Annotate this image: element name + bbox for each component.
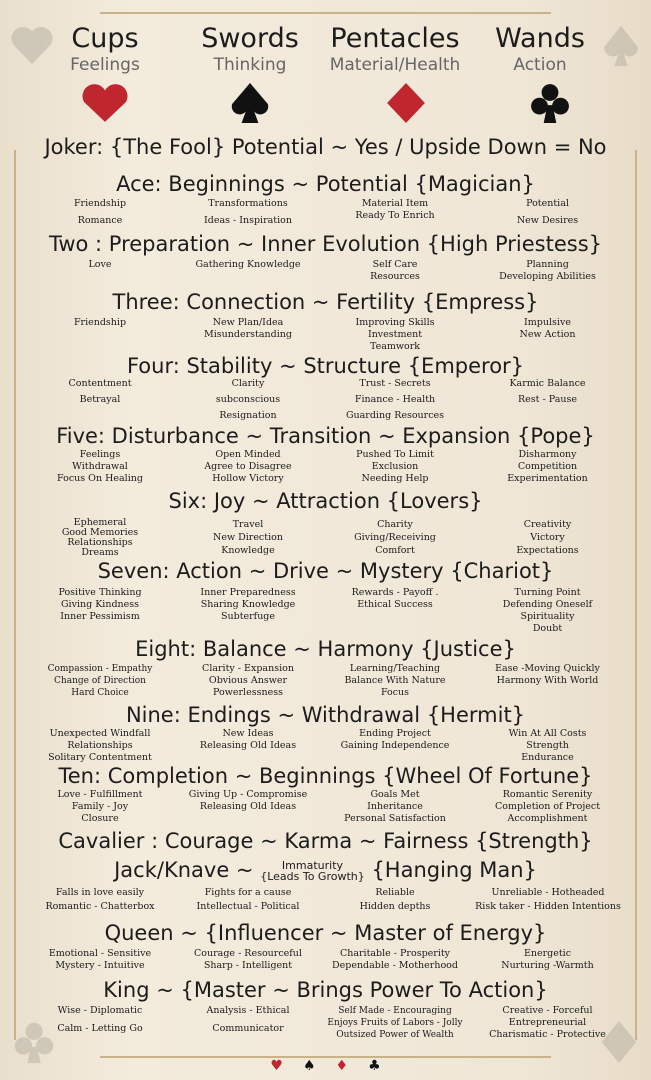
meaning: Rewards - Payoff . <box>351 587 439 598</box>
meaning: Potential <box>526 198 569 209</box>
four-cups-col <box>30 378 170 406</box>
meaning: Win At All Costs <box>508 728 587 739</box>
meaning: Love <box>88 259 112 270</box>
meaning: Withdrawal <box>72 461 128 472</box>
suit-name: Cups <box>71 23 139 54</box>
meaning: Courage - Resourceful <box>194 948 302 959</box>
meaning: Love - Fulfillment <box>57 789 143 800</box>
meaning: Travel <box>232 519 264 530</box>
meaning: Endurance <box>521 752 574 763</box>
nine-wands-col <box>475 728 620 764</box>
meaning: Focus On Healing <box>57 473 143 484</box>
meaning: Giving Up - Compromise <box>188 789 308 800</box>
meaning: Friendship <box>73 317 127 328</box>
seven-swords-col <box>178 587 318 623</box>
five-pentacles-col <box>325 449 465 485</box>
card-heading-cavalier: Cavalier : Courage ~ Karma ~ Fairness {Strength} <box>58 829 593 853</box>
four-pentacles-col <box>325 378 465 422</box>
card-heading-ace: Ace: Beginnings ~ Potential {Magician} <box>116 172 535 196</box>
meaning: Karmic Balance <box>509 378 586 389</box>
king-cups-col <box>30 1005 170 1035</box>
spade-icon <box>222 82 278 124</box>
meaning: Trust - Secrets <box>359 378 431 389</box>
meaning: Exclusion <box>371 461 419 472</box>
eight-wands-col <box>475 663 620 687</box>
meaning: Victory <box>530 532 565 543</box>
card-heading-six: Six: Joy ~ Attraction {Lovers} <box>168 489 483 513</box>
meaning: Risk taker - Hidden Intentions <box>475 901 621 912</box>
suit-subtitle: Feelings <box>70 55 140 75</box>
meaning: Material Item <box>361 198 429 209</box>
four-swords-col <box>178 378 318 422</box>
meaning: Transformations <box>208 198 288 209</box>
meaning: Strength <box>526 740 569 751</box>
meaning: Doubt <box>532 623 563 634</box>
meaning: Comfort <box>375 545 415 556</box>
aside-line: Immaturity <box>281 859 344 872</box>
meaning: Ideas - Inspiration <box>203 215 292 226</box>
meaning: Powerlessness <box>213 687 283 698</box>
footer-suits <box>0 1058 651 1074</box>
meaning: Feelings <box>79 449 121 460</box>
meaning: New Direction <box>213 532 283 543</box>
meaning: Dependable - Motherhood <box>332 960 458 971</box>
meaning: Resources <box>370 271 420 282</box>
meaning: New Desires <box>516 215 579 226</box>
meaning: Communicator <box>212 1023 284 1034</box>
meaning: Inner Pessimism <box>60 611 140 622</box>
two-swords-col <box>178 259 318 271</box>
meaning: Fights for a cause <box>204 887 292 898</box>
meaning: Positive Thinking <box>58 587 142 598</box>
three-cups-col <box>30 317 170 329</box>
card-heading-four: Four: Stability ~ Structure {Emperor} <box>126 354 525 378</box>
two-pentacles-col <box>325 259 465 283</box>
footer-club-icon: ♣ <box>368 1058 381 1074</box>
card-heading-two: Two : Preparation ~ Inner Evolution {High Priestess} <box>48 232 602 256</box>
meaning: Obvious Answer <box>208 675 288 686</box>
meaning: Self Made - Encouraging <box>338 1006 452 1016</box>
right-border-line <box>635 150 637 1040</box>
meaning: Learning/Teaching <box>349 663 441 674</box>
six-pentacles-col <box>325 518 465 557</box>
meaning: Teamwork <box>369 341 421 352</box>
suit-subtitle: Material/Health <box>329 55 461 75</box>
six-cups-col <box>30 518 170 558</box>
left-border-line <box>14 150 16 1040</box>
meaning: Misunderstanding <box>204 329 292 340</box>
jack-wands-col <box>468 887 628 913</box>
meaning: Reliable <box>375 887 415 898</box>
meaning: Balance With Nature <box>344 675 446 686</box>
meaning: New Plan/Idea <box>212 317 284 328</box>
jack-cups-col <box>30 887 170 913</box>
jack-heading-end: {Hanging Man} <box>371 858 537 882</box>
meaning: Impulsive <box>524 317 571 328</box>
meaning: Charitable - Prosperity <box>339 948 451 959</box>
meaning: Wise - Diplomatic <box>57 1005 143 1016</box>
meaning: Good Memories <box>61 527 139 538</box>
queen-wands-col <box>475 948 620 972</box>
meaning: Outsized Power of Wealth <box>336 1030 454 1040</box>
meaning: Harmony With World <box>496 675 599 686</box>
meaning: Accomplishment <box>507 813 588 824</box>
meaning: Ethical Success <box>357 599 433 610</box>
meaning: Unreliable - Hotheaded <box>491 887 605 898</box>
meaning: Experimentation <box>507 473 588 484</box>
meaning: Inner Preparedness <box>200 587 296 598</box>
five-swords-col <box>178 449 318 485</box>
meaning: Giving/Receiving <box>354 532 436 543</box>
meaning: Calm - Letting Go <box>57 1023 143 1034</box>
meaning: subconscious <box>215 394 281 405</box>
meaning: Goals Met <box>370 789 420 800</box>
meaning: Analysis - Ethical <box>206 1005 290 1016</box>
card-heading-eight: Eight: Balance ~ Harmony {Justice} <box>135 637 516 661</box>
jack-swords-col <box>178 887 318 913</box>
meaning: Creativity <box>523 519 572 530</box>
meaning: Entrepreneurial <box>508 1017 587 1028</box>
eight-pentacles-col <box>325 663 465 699</box>
meaning: Improving Skills <box>355 317 435 328</box>
suit-subtitle: Thinking <box>213 55 287 75</box>
meaning: Ending Project <box>359 728 431 739</box>
three-pentacles-col <box>325 317 465 353</box>
card-heading-five: Five: Disturbance ~ Transition ~ Expansion {Pope} <box>56 424 595 448</box>
five-wands-col <box>475 449 620 485</box>
meaning: Open Minded <box>215 449 281 460</box>
meaning: Betrayal <box>79 394 121 405</box>
meaning: Personal Satisfaction <box>344 813 446 824</box>
meaning: Self Care <box>372 259 418 270</box>
meaning: Change of Direction <box>54 676 146 686</box>
queen-pentacles-col <box>325 948 465 972</box>
ace-cups-col <box>30 198 170 227</box>
suit-name: Pentacles <box>330 23 460 54</box>
meaning: Energetic <box>523 948 572 959</box>
meaning: Relationships <box>67 740 133 751</box>
meaning: Clarity - Expansion <box>202 663 294 674</box>
meaning: Relationships <box>67 537 133 548</box>
footer-heart-icon: ♥ <box>270 1058 283 1074</box>
four-wands-col <box>475 378 620 406</box>
six-swords-col <box>178 518 318 557</box>
meaning: Competition <box>517 461 578 472</box>
card-heading-queen: Queen ~ {Influencer ~ Master of Energy} <box>104 921 547 945</box>
ace-pentacles-col <box>325 198 465 222</box>
eight-swords-col <box>178 663 318 699</box>
suit-name: Wands <box>495 23 585 54</box>
ten-swords-col <box>178 789 318 813</box>
seven-cups-col <box>30 587 170 623</box>
jack-heading-start: Jack/Knave ~ <box>114 858 254 882</box>
king-swords-col <box>178 1005 318 1035</box>
suit-subtitle: Action <box>513 55 567 75</box>
meaning: Defending Oneself <box>502 599 593 610</box>
meaning: Completion of Project <box>494 801 601 812</box>
meaning: Romantic - Chatterbox <box>45 901 155 912</box>
meaning: Ready To Enrich <box>355 210 435 221</box>
heart-icon <box>77 82 133 124</box>
queen-swords-col <box>178 948 318 972</box>
meaning: Needing Help <box>361 473 429 484</box>
card-heading-nine: Nine: Endings ~ Withdrawal {Hermit} <box>125 703 526 727</box>
meaning: Gaining Independence <box>340 740 450 751</box>
nine-swords-col <box>178 728 318 752</box>
meaning: Ease -Moving Quickly <box>495 663 600 674</box>
nine-pentacles-col <box>325 728 465 752</box>
seven-wands-col <box>475 587 620 635</box>
seven-pentacles-col <box>325 587 465 611</box>
footer-diamond-icon: ♦ <box>335 1058 349 1074</box>
ten-pentacles-col <box>325 789 465 825</box>
meaning: Ephemeral <box>73 517 127 528</box>
meaning: Romance <box>77 215 123 226</box>
meaning: Romantic Serenity <box>502 789 593 800</box>
card-heading-ten: Ten: Completion ~ Beginnings {Wheel Of Fortune} <box>58 764 593 788</box>
meaning: Hard Choice <box>71 688 129 698</box>
meaning: Disharmony <box>518 449 577 460</box>
suit-pentacles <box>315 24 475 76</box>
meaning: Solitary Contentment <box>48 752 152 763</box>
suit-cups <box>25 24 185 76</box>
eight-cups-col <box>30 663 170 699</box>
meaning: Investment <box>367 329 423 340</box>
meaning: Subterfuge <box>220 611 276 622</box>
three-swords-col <box>178 317 318 341</box>
card-heading-three: Three: Connection ~ Fertility {Empress} <box>112 290 539 314</box>
meaning: Pushed To Limit <box>356 449 434 460</box>
top-divider <box>100 12 551 14</box>
suit-swords <box>170 24 330 76</box>
meaning: Hollow Victory <box>212 473 284 484</box>
meaning: Friendship <box>73 198 127 209</box>
meaning: Gathering Knowledge <box>195 259 301 270</box>
meaning: Enjoys Fruits of Labors - Jolly <box>327 1018 463 1028</box>
meaning: Releasing Old Ideas <box>199 801 297 812</box>
meaning: Clarity <box>231 378 265 389</box>
ten-wands-col <box>475 789 620 825</box>
meaning: Emotional - Sensitive <box>48 948 152 959</box>
meaning: Finance - Health <box>354 394 436 405</box>
two-wands-col <box>475 259 620 283</box>
meaning: Falls in love easily <box>55 887 145 898</box>
meaning: Family - Joy <box>71 801 129 812</box>
meaning: Giving Kindness <box>60 599 140 610</box>
card-heading-jack <box>0 857 651 883</box>
joker-heading: Joker: {The Fool} Potential ~ Yes / Upside Down = No <box>44 135 607 159</box>
meaning: Agree to Disagree <box>204 461 292 472</box>
king-pentacles-col <box>325 1005 465 1041</box>
nine-cups-col <box>30 728 170 764</box>
aside-line: {Leads To Growth} <box>260 870 365 883</box>
diamond-icon <box>378 82 434 124</box>
meaning: Releasing Old Ideas <box>199 740 297 751</box>
meaning: New Ideas <box>222 728 274 739</box>
meaning: Developing Abilities <box>499 271 596 282</box>
card-heading-king: King ~ {Master ~ Brings Power To Action} <box>103 978 548 1002</box>
meaning: Unexpected Windfall <box>49 728 151 739</box>
meaning: Contentment <box>68 378 132 389</box>
meaning: Spirituality <box>520 611 575 622</box>
king-wands-col <box>475 1005 620 1041</box>
suit-name: Swords <box>201 23 299 54</box>
meaning: Sharing Knowledge <box>200 599 296 610</box>
ten-cups-col <box>30 789 170 825</box>
meaning: Intellectual - Political <box>196 901 300 912</box>
meaning: Compassion - Empathy <box>47 664 153 674</box>
suit-wands <box>460 24 620 76</box>
meaning: Guarding Resources <box>345 410 445 421</box>
meaning: Creative - Forceful <box>502 1005 593 1016</box>
two-cups-col <box>30 259 170 271</box>
meaning: Dreams <box>81 547 119 558</box>
card-heading-seven: Seven: Action ~ Drive ~ Mystery {Chariot} <box>97 559 554 583</box>
meaning: Focus <box>380 687 410 698</box>
three-wands-col <box>475 317 620 341</box>
ace-wands-col <box>475 198 620 227</box>
jack-heading-aside <box>260 860 365 882</box>
ace-swords-col <box>178 198 318 227</box>
footer-spade-icon: ♠ <box>302 1058 316 1074</box>
meaning: Closure <box>81 813 119 824</box>
six-wands-col <box>475 518 620 557</box>
meaning: Planning <box>526 259 569 270</box>
meaning: Rest - Pause <box>518 394 577 405</box>
meaning: Mystery - Intuitive <box>55 960 145 971</box>
queen-cups-col <box>30 948 170 972</box>
five-cups-col <box>30 449 170 485</box>
meaning: Sharp - Intelligent <box>203 960 293 971</box>
meaning: Inheritance <box>367 801 423 812</box>
meaning: Charismatic - Protective <box>489 1029 606 1040</box>
meaning: Nurturing -Warmth <box>501 960 594 971</box>
club-icon <box>522 82 578 124</box>
meaning: Expectations <box>516 545 579 556</box>
meaning: Charity <box>377 519 413 530</box>
meaning: New Action <box>519 329 576 340</box>
meaning: Hidden depths <box>359 901 431 912</box>
jack-pentacles-col <box>325 887 465 913</box>
meaning: Knowledge <box>221 545 275 556</box>
meaning: Resignation <box>219 410 277 421</box>
meaning: Turning Point <box>514 587 581 598</box>
